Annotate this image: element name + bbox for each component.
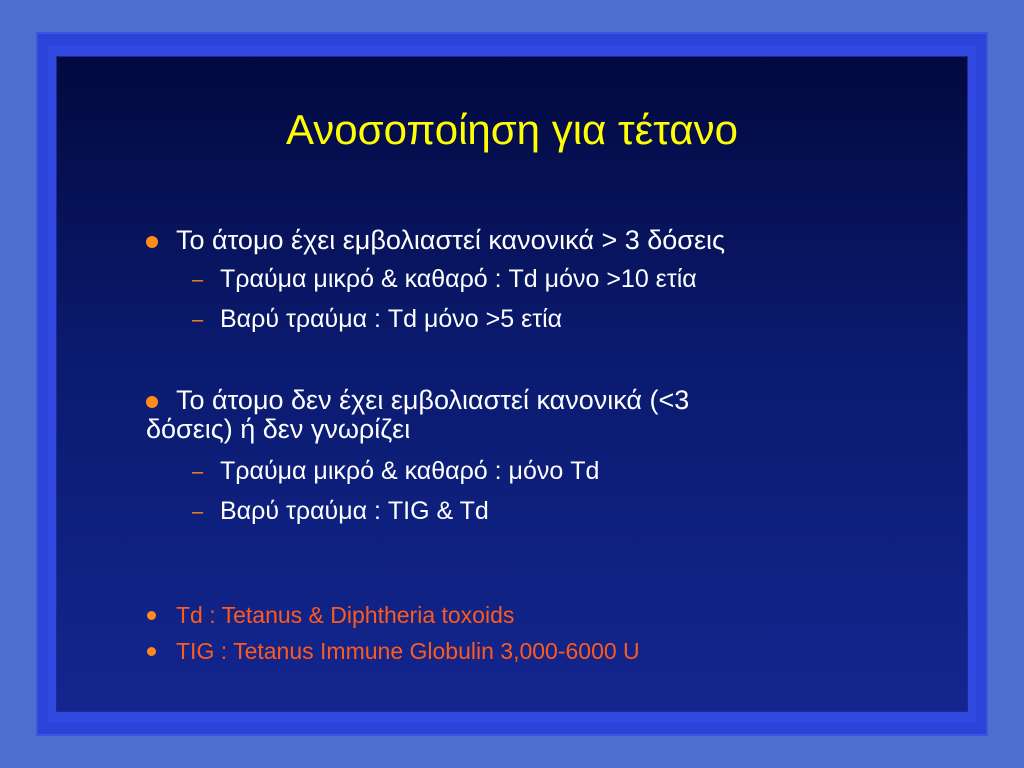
sub-bullet-dash-icon: –	[192, 269, 204, 291]
sub-bullet-item-1-2: Βαρύ τραύμα : Td μόνο >5 ετία	[220, 305, 563, 333]
note-dot-icon	[147, 611, 156, 620]
bullet-item-1: Το άτομο έχει εμβολιαστεί κανονικά > 3 δόσεις	[176, 225, 725, 255]
bullet-item-2-line-1: Το άτομο δεν έχει εμβολιαστεί κανονικά (<3	[176, 385, 690, 415]
slide-title: Ανοσοποίηση για τέτανο	[286, 106, 738, 153]
sub-bullet-item-2-2: Βαρύ τραύμα : TIG & Td	[220, 497, 489, 525]
bullet-dot-icon	[146, 396, 158, 408]
note-dot-icon	[147, 647, 156, 656]
note-tig: TIG : Tetanus Immune Globulin 3,000-6000 U	[176, 638, 640, 664]
note-td: Td : Tetanus & Diphtheria toxoids	[176, 602, 515, 628]
sub-bullet-dash-icon: –	[192, 501, 204, 523]
sub-bullet-dash-icon: –	[192, 461, 204, 483]
sub-bullet-dash-icon: –	[192, 309, 204, 331]
bullet-dot-icon	[146, 236, 158, 248]
sub-bullet-item-1-1: Τραύμα μικρό & καθαρό : Td μόνο >10 ετία	[220, 265, 697, 293]
sub-bullet-item-2-1: Τραύμα μικρό & καθαρό : μόνο Td	[220, 457, 600, 485]
bullet-item-2-line-2: δόσεις) ή δεν γνωρίζει	[146, 414, 411, 444]
